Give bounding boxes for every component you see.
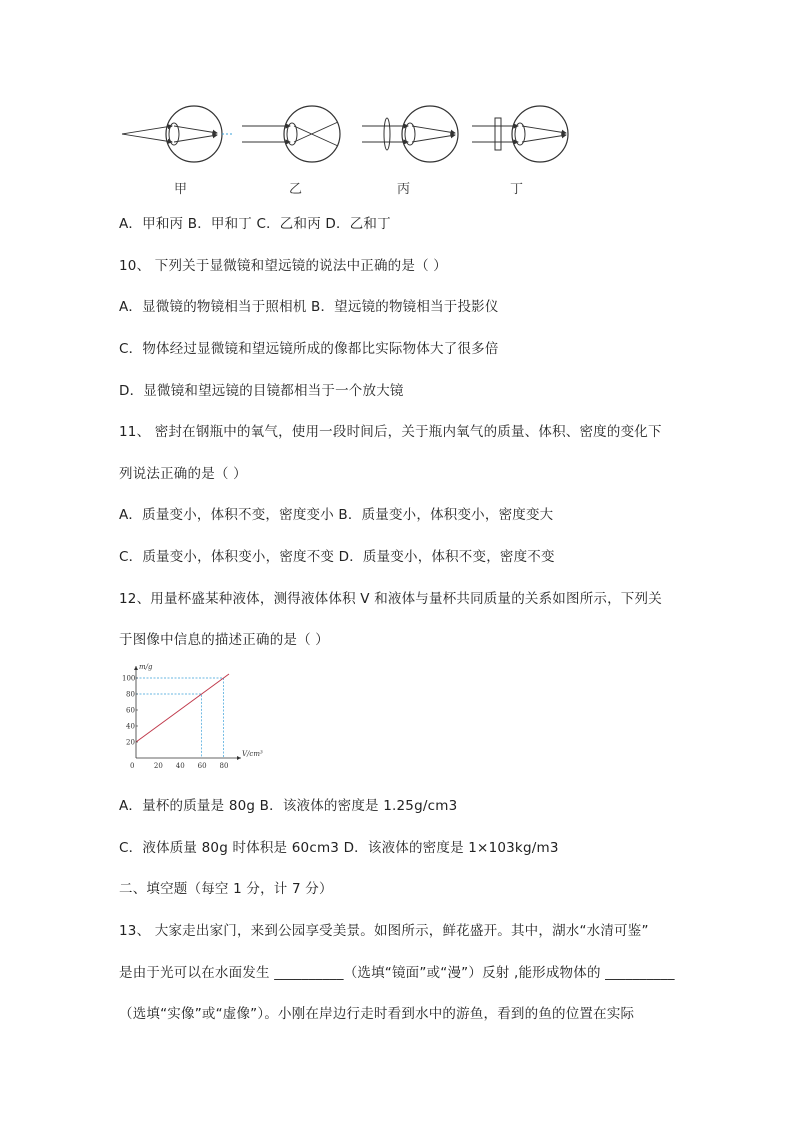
eye-diagram-jia (122, 106, 234, 162)
x-axis-arrow (237, 756, 241, 760)
y-tick-label: 100 (122, 674, 136, 683)
y-tick-label: 20 (126, 738, 135, 747)
q11-options-cd: C．质量变小，体积变小，密度不变 D．质量变小，体积不变，密度不变 (119, 549, 555, 565)
eye-diagram-bing (362, 106, 458, 162)
q12-stem-line1: 12、用量杯盛某种液体，测得液体体积 V 和液体与量杯共同质量的关系如图所示，下列关 (119, 591, 662, 607)
x-axis-label: V/cm³ (242, 750, 263, 758)
q13-line3: （选填“实像”或“虚像”）。小刚在岸边行走时看到水中的游鱼，看到的鱼的位置在实际 (119, 1006, 635, 1022)
y-tick-label: 60 (126, 706, 135, 715)
q13-line1: 13、 大家走出家门，来到公园享受美景。如图所示，鲜花盛开。其中，湖水“水清可鉴” (119, 923, 649, 939)
q10-options-ab: A．显微镜的物镜相当于照相机 B．望远镜的物镜相当于投影仪 (119, 299, 499, 315)
mass-volume-graph (116, 660, 266, 780)
q12-options-ab: A．量杯的质量是 80g B．该液体的密度是 1.25g/cm3 (119, 798, 458, 814)
guide-line-0 (136, 694, 202, 758)
q10-option-d: D．显微镜和望远镜的目镜都相当于一个放大镜 (119, 383, 404, 399)
eye-diagram-yi (242, 106, 340, 162)
series-line-0 (136, 674, 229, 742)
eye-label-ding: 丁 (510, 182, 524, 197)
eye-diagram-ding (472, 106, 568, 162)
y-tick-label: 80 (126, 690, 135, 699)
x-tick-label: 40 (175, 762, 185, 770)
y-axis-arrow (134, 666, 138, 670)
x-tick-label: 60 (197, 762, 207, 770)
eye-label-jia: 甲 (174, 182, 188, 197)
x-tick-label: 80 (219, 762, 229, 770)
q12-stem-line2: 于图像中信息的描述正确的是（ ） (119, 632, 329, 648)
q11-stem-line2: 列说法正确的是（ ） (119, 466, 247, 482)
y-axis-label: m/g (139, 663, 153, 671)
section-2-heading: 二、填空题（每空 1 分，计 7 分） (119, 881, 333, 897)
guide-line-1 (136, 678, 224, 758)
x-tick-label: 20 (153, 762, 163, 770)
q9-options: A．甲和丙 B．甲和丁 C．乙和丙 D．乙和丁 (119, 216, 391, 232)
y-tick-label: 40 (126, 722, 135, 731)
q10-stem: 10、 下列关于显微镜和望远镜的说法中正确的是（ ） (119, 258, 447, 274)
q11-options-ab: A．质量变小，体积不变，密度变小 B．质量变小，体积变小，密度变大 (119, 507, 554, 523)
x-tick-label: 0 (130, 762, 135, 770)
eye-label-bing: 丙 (397, 182, 411, 197)
q13-line2: 是由于光可以在水面发生 __________（选填“镜面”或“漫”）反射 ,能形成物体的 __________ (119, 965, 675, 981)
eye-label-yi: 乙 (289, 182, 303, 197)
q12-options-cd: C．液体质量 80g 时体积是 60cm3 D．该液体的密度是 1×103kg/m3 (119, 840, 559, 856)
q10-option-c: C．物体经过显微镜和望远镜所成的像都比实际物体大了很多倍 (119, 341, 499, 357)
q11-stem-line1: 11、 密封在钢瓶中的氧气，使用一段时间后，关于瓶内氧气的质量、体积、密度的变化下 (119, 424, 662, 440)
